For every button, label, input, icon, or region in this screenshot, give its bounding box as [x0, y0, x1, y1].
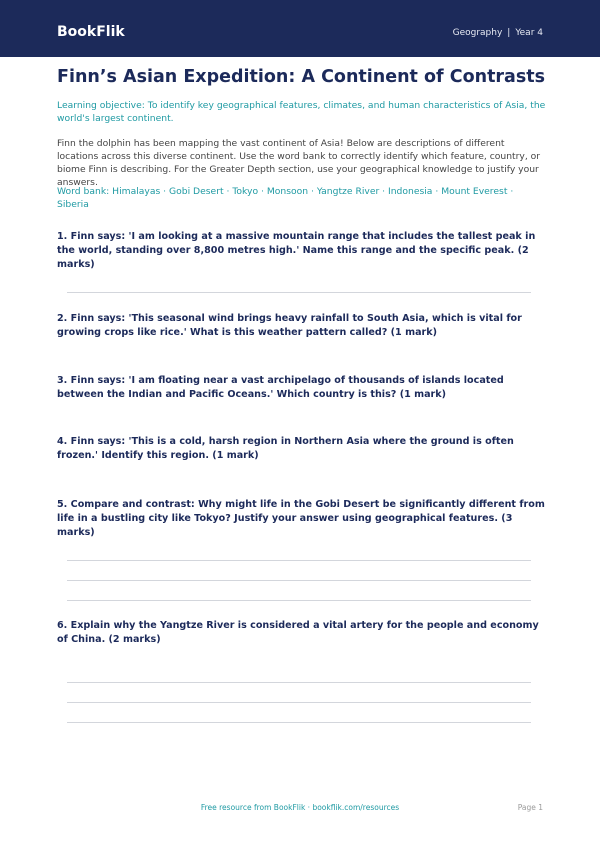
answer-line[interactable]: [67, 560, 531, 561]
intro-paragraph: Finn the dolphin has been mapping the vast continent of Asia! Below are descriptions of different locations across this diverse continent. Use the word bank to correctly identify which feature, country, or biome Finn is describing. For the Greater Depth section, use your geographical knowledge to justify your answers.: [57, 138, 541, 188]
learning-objective: Learning objective: To identify key geographical features, climates, and human characteristics of Asia, the world's largest continent.: [57, 100, 546, 124]
answer-line[interactable]: [67, 600, 531, 601]
question-1: 1. Finn says: 'I am looking at a massive mountain range that includes the tallest peak in the world, standing over 8,800 metres high.' Name this range and the specific peak. (2 marks): [57, 231, 536, 270]
header-bar: [0, 0, 600, 57]
header-separator: |: [507, 28, 511, 38]
answer-line[interactable]: [67, 722, 531, 723]
answer-line[interactable]: [67, 682, 531, 683]
question-3: 3. Finn says: 'I am floating near a vast archipelago of thousands of islands located between the Indian and Pacific Oceans.' Which country is this? (1 mark): [57, 375, 504, 400]
question-5: 5. Compare and contrast: Why might life in the Gobi Desert be significantly different from life in a bustling city like Tokyo? Justify your answer using geographical features. (3 marks): [57, 499, 545, 538]
question-2: 2. Finn says: 'This seasonal wind brings heavy rainfall to South Asia, which is vital for growing crops like rice.' What is this weather pattern called? (1 mark): [57, 313, 522, 338]
header-meta: [453, 27, 543, 39]
answer-line[interactable]: [67, 292, 531, 293]
page-number: Page 1: [517, 803, 543, 812]
word-bank: Word bank: Himalayas · Gobi Desert · Tokyo · Monsoon · Yangtze River · Indonesia · Mount Everest · Siberia: [57, 186, 514, 210]
brand-logo: BookFlik: [57, 24, 125, 40]
answer-line[interactable]: [67, 702, 531, 703]
subject-label: Geography: [452, 28, 503, 38]
question-4: 4. Finn says: 'This is a cold, harsh region in Northern Asia where the ground is often frozen.' Identify this region. (1 mark): [57, 436, 514, 461]
answer-line[interactable]: [67, 580, 531, 581]
footer-text: Free resource from BookFlik · bookflik.com/resources: [200, 803, 400, 812]
worksheet-title: Finn’s Asian Expedition: A Continent of Contrasts: [57, 67, 546, 87]
question-6: 6. Explain why the Yangtze River is considered a vital artery for the people and economy of China. (2 marks): [57, 620, 539, 645]
year-label: Year 4: [515, 28, 543, 38]
